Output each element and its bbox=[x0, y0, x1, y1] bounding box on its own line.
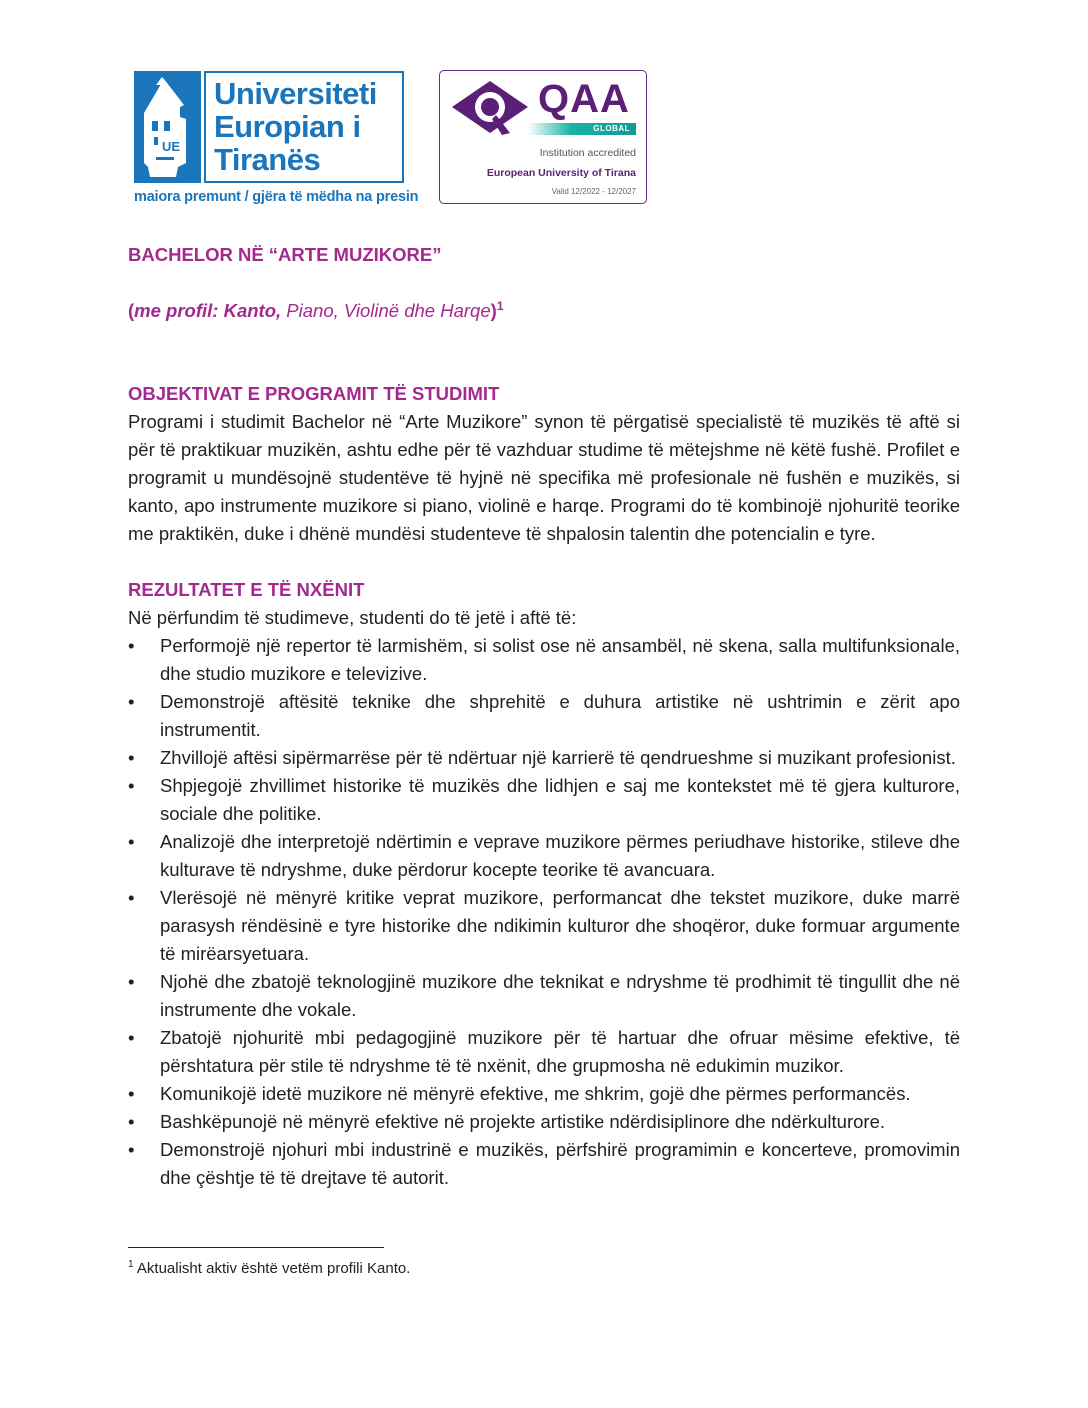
footnote-number: 1 bbox=[128, 1259, 134, 1270]
outcome-text: Shpjegojë zhvillimet historike të muzikës dhe lidhjen e saj me kontekstet më të gjera kulturore, sociale dhe politike. bbox=[160, 775, 960, 824]
footnote-divider bbox=[128, 1247, 384, 1248]
uet-name-line: Europian i bbox=[214, 109, 361, 144]
bullet-icon: • bbox=[128, 1111, 135, 1132]
bullet-icon: • bbox=[128, 775, 135, 796]
outcome-text: Demonstrojë aftësitë teknike dhe shprehitë e duhura artistike në ushtrimin e zërit apo instrumentit. bbox=[160, 691, 960, 740]
uet-motto: maiora premunt / gjëra të mëdha na presin bbox=[134, 189, 419, 205]
uet-logo bbox=[134, 71, 419, 205]
bullet-icon: • bbox=[128, 831, 135, 852]
qaa-wordmark: QAA bbox=[538, 77, 630, 121]
bullet-icon: • bbox=[128, 971, 135, 992]
bullet-icon: • bbox=[128, 1083, 135, 1104]
uet-name-box bbox=[204, 71, 404, 183]
footnote-text: Aktualisht aktiv është vetëm profili Kanto. bbox=[133, 1260, 411, 1277]
outcome-text: Bashkëpunojë në mënyrë efektive në projekte artistike ndërdisiplinore dhe ndërkulturore. bbox=[160, 1111, 886, 1132]
list-item bbox=[128, 632, 960, 688]
program-profiles bbox=[128, 298, 960, 324]
profile-list: Piano, Violinë dhe Harqe bbox=[281, 300, 491, 321]
tower-emblem-icon bbox=[134, 71, 201, 183]
profile-open-paren: ( bbox=[128, 300, 135, 321]
bullet-icon: • bbox=[128, 691, 135, 712]
list-item bbox=[128, 884, 960, 968]
list-item bbox=[128, 828, 960, 884]
list-item bbox=[128, 772, 960, 828]
outcome-text: Zhvillojë aftësi sipërmarrëse për të ndërtuar një karrierë të qendrueshme si muzikant profesionist. bbox=[160, 747, 956, 768]
document-body bbox=[128, 240, 960, 1192]
bullet-icon: • bbox=[128, 1027, 135, 1048]
footnote bbox=[128, 1260, 410, 1277]
uet-name bbox=[214, 77, 377, 176]
footnote-reference[interactable]: 1 bbox=[496, 298, 504, 313]
objectives-text: Programi i studimit Bachelor në “Arte Muzikore” synon të përgatisë specialistë të muzikës të aftë si për të praktikuar muzikën, ashtu edhe për të vazhduar studime të mëtejshme në këtë fushë. Profilet e programit u mundësojnë studentëve të hyjnë në specifika më profesionale në fushën e muzikës, si kanto, apo instrumente muzikore si piano, violinë e harqe. Programi do të kombinojë njohuritë teorike me praktikën, duke i dhënë mundësi studenteve të shpalosin talentin dhe potencialin e tyre. bbox=[128, 411, 960, 544]
program-title: BACHELOR NË “ARTE MUZIKORE” bbox=[128, 244, 442, 265]
outcomes-list bbox=[128, 632, 960, 1192]
list-item bbox=[128, 1024, 960, 1080]
uet-name-line: Tiranës bbox=[214, 142, 321, 177]
objectives-heading: OBJEKTIVAT E PROGRAMIT TË STUDIMIT bbox=[128, 383, 500, 404]
list-item bbox=[128, 1080, 960, 1108]
list-item bbox=[128, 1136, 960, 1192]
list-item bbox=[128, 688, 960, 744]
outcome-text: Komunikojë idetë muzikore në mënyrë efektive, me shkrim, gojë dhe përmes performancës. bbox=[160, 1083, 911, 1104]
outcome-text: Zbatojë njohuritë mbi pedagogjinë muzikore për të hartuar dhe ofruar mësime efektive, të përshtatura për stile të ndryshme të të nxënit, dhe grupmosha në edukimin muzikor. bbox=[160, 1027, 960, 1076]
list-item bbox=[128, 1108, 960, 1136]
bullet-icon: • bbox=[128, 1139, 135, 1160]
outcome-text: Vlerësojë në mënyrë kritike veprat muzikore, performancat dhe tekstet muzikore, duke marrë parasysh rëndësinë e tyre historike dhe ndikimin kulturor dhe shoqëror, duke formuar argumente të mirëarsyetuara. bbox=[160, 887, 960, 964]
list-item bbox=[128, 968, 960, 1024]
outcomes-intro: Në përfundim të studimeve, studenti do të jetë i aftë të: bbox=[128, 607, 577, 628]
outcome-text: Njohë dhe zbatojë teknologjinë muzikore dhe teknikat e ndryshme të prodhimit të tingullit dhe në instrumente dhe vokale. bbox=[160, 971, 960, 1020]
outcome-text: Performojë një repertor të larmishëm, si solist ose në ansambël, në skena, salla multifunksionale, dhe studio muzikore e televizive. bbox=[160, 635, 960, 684]
qaa-validity: Valid 12/2022 - 12/2027 bbox=[551, 187, 636, 196]
outcomes-heading: REZULTATET E TË NXËNIT bbox=[128, 579, 365, 600]
qaa-accreditation-badge bbox=[439, 70, 647, 204]
uet-name-line: Universiteti bbox=[214, 76, 377, 111]
qaa-accredited-text: Institution accredited bbox=[539, 147, 636, 159]
outcome-text: Analizojë dhe interpretojë ndërtimin e veprave muzikore përmes periudhave historike, stileve dhe kulturave të ndryshme, duke përdorur kocepte teorike të avancuara. bbox=[160, 831, 960, 880]
profile-prefix: me profil: Kanto, bbox=[134, 300, 282, 321]
qaa-institution-name: European University of Tirana bbox=[486, 167, 636, 179]
svg-text:UE: UE bbox=[162, 139, 181, 154]
qaa-global-band bbox=[528, 123, 636, 135]
profile-close-paren: ) bbox=[490, 300, 497, 321]
list-item bbox=[128, 744, 960, 772]
bullet-icon: • bbox=[128, 887, 135, 908]
qaa-global-label: GLOBAL bbox=[593, 124, 630, 133]
bullet-icon: • bbox=[128, 635, 135, 656]
outcome-text: Demonstrojë njohuri mbi industrinë e muzikës, përfshirë programimin e koncerteve, promovimin dhe çështje të të drejtave të autorit. bbox=[160, 1139, 960, 1188]
bullet-icon: • bbox=[128, 747, 135, 768]
